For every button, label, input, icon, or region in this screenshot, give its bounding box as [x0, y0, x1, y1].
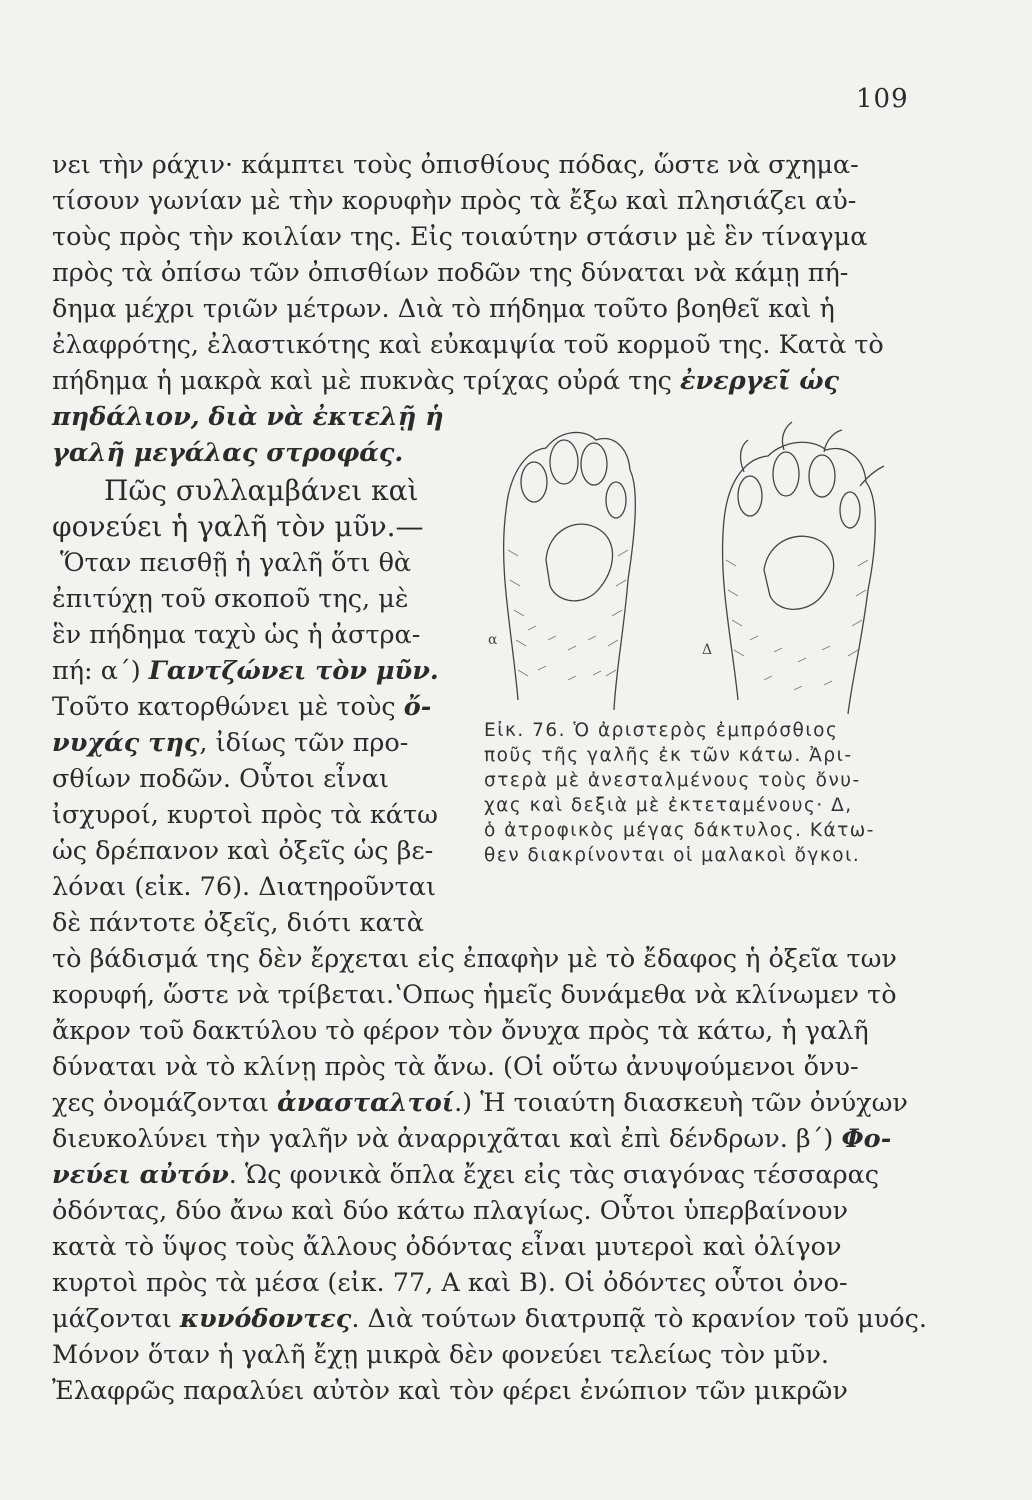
section-heading: φονεύει ἡ γαλῆ τὸν μῦν.— [52, 510, 424, 543]
text-line: ὡς δρέπανον καὶ ὀξεῖς ὡς βε- [52, 836, 434, 866]
text-line: δὲ πάντοτε ὀξεῖς, διότι κατὰ [52, 908, 425, 938]
emphasis-text: ὄ- [403, 692, 432, 722]
caption-line: στερὰ μὲ ἀνεσταλμένους τοὺς ὄνυ- [484, 770, 861, 791]
right-toe-pad [773, 452, 799, 496]
text-span: , ἰδίως τῶν προ- [199, 728, 409, 758]
right-toe-pad [840, 492, 860, 528]
right-toe-pad [738, 476, 762, 516]
text-line: ἐπιτύχῃ τοῦ σκοποῦ της, μὲ [52, 584, 409, 614]
left-toe-pad [550, 440, 578, 484]
text-line: νει τὴν ράχιν· κάμπτει τοὺς ὀπισθίους πόδας, ὥστε νὰ σχημα- [52, 150, 859, 180]
right-paw-outline [723, 442, 876, 714]
left-main-pad [546, 524, 613, 601]
caption-line: ὁ ἀτροφικὸς μέγας δάκτυλος. Κάτω- [484, 820, 875, 841]
text-line [52, 656, 439, 686]
text-line [52, 1160, 879, 1190]
caption-line: ποῦς τῆς γαλῆς ἐκ τῶν κάτω. Ἀρι- [484, 745, 853, 766]
text-line [52, 728, 408, 758]
figure-label-right: Δ [702, 642, 713, 658]
text-line: ἓν πήδημα ταχὺ ὡς ἡ ἀστρα- [52, 620, 421, 650]
left-toe-pad [606, 482, 626, 518]
text-line [52, 366, 839, 396]
left-paw-outline [504, 432, 636, 710]
text-span: .) Ἡ τοιαύτη διασκευὴ τῶν ὀνύχων [454, 1088, 908, 1118]
text-line [52, 1124, 891, 1154]
left-toe-pad [581, 443, 607, 485]
emphasis-text: νεύει αὐτόν [52, 1160, 229, 1190]
emphasis-line: γαλῆ μεγάλας στροφάς. [52, 438, 404, 468]
text-span: . Ὡς φονικὰ ὅπλα ἔχει εἰς τὰς σιαγόνας τέσσαρας [228, 1160, 880, 1190]
text-line [52, 1304, 927, 1334]
text-span: . Διὰ τούτων διατρυπᾷ τὸ κρανίον τοῦ μυός. [351, 1304, 928, 1334]
caption-line: Εἰκ. 76. Ὁ ἀριστερὸς ἐμπρόσθιος [484, 720, 839, 741]
text-line: ἄκρον τοῦ δακτύλου τὸ φέρον τὸν ὄνυχα πρὸς τὰ κάτω, ἡ γαλῆ [52, 1016, 869, 1046]
cat-paw-figure [488, 400, 928, 718]
text-line: ἰσχυροί, κυρτοὶ πρὸς τὰ κάτω [52, 800, 438, 830]
text-line: ὀδόντας, δύο ἄνω καὶ δύο κάτω πλαγίως. Οὗτοι ὑπερβαίνουν [52, 1196, 848, 1226]
text-line: πρὸς τὰ ὀπίσω τῶν ὀπισθίων ποδῶν της δύναται νὰ κάμῃ πή- [52, 258, 849, 288]
emphasis-line: πηδάλιον, διὰ νὰ ἐκτελῇ ἡ [52, 402, 444, 432]
page-number: 109 [856, 84, 909, 114]
text-line: τὸ βάδισμά της δὲν ἔρχεται εἰς ἐπαφὴν μὲ τὸ ἔδαφος ἡ ὀξεῖα των [52, 944, 897, 974]
text-line [52, 1088, 908, 1118]
text-line: Ἐλαφρῶς παραλύει αὐτὸν καὶ τὸν φέρει ἐνώπιον τῶν μικρῶν [52, 1376, 848, 1406]
text-line [52, 692, 431, 722]
figure-caption [484, 718, 929, 868]
text-line: λόναι (εἰκ. 76). Διατηροῦνται [52, 872, 436, 902]
caption-line: χας καὶ δεξιὰ μὲ ἐκτεταμένους· Δ, [484, 795, 853, 816]
section-heading: Πῶς συλλαμβάνει καὶ [104, 474, 419, 507]
emphasis-text: νυχάς της [52, 728, 200, 758]
text-span: πήδημα ἡ μακρὰ καὶ μὲ πυκνὰς τρίχας οὐρά της [52, 366, 681, 396]
text-line: τοὺς πρὸς τὴν κοιλίαν της. Εἰς τοιαύτην στάσιν μὲ ἓν τίναγμα [52, 222, 868, 252]
text-span: διευκολύνει τὴν γαλῆν νὰ ἀναρριχᾶται καὶ ἐπὶ δένδρων. β΄) [52, 1124, 842, 1154]
text-span: μάζονται [52, 1304, 180, 1334]
caption-line: θεν διακρίνονται οἱ μαλακοὶ ὄγκοι. [484, 845, 861, 866]
text-line: κορυφή, ὥστε νὰ τρίβεται.ʽΟπως ἡμεῖς δυνάμεθα νὰ κλίνωμεν τὸ [52, 980, 897, 1010]
text-line: δύναται νὰ τὸ κλίνῃ πρὸς τὰ ἄνω. (Οἱ οὕτω ἀνυψούμενοι ὄνυ- [52, 1052, 859, 1082]
text-line: τίσουν γωνίαν μὲ τὴν κορυφὴν πρὸς τὰ ἔξω καὶ πλησιάζει αὐ- [52, 186, 857, 216]
left-toe-pad [521, 462, 547, 502]
right-toe-pad [809, 455, 835, 497]
emphasis-text: κυνόδοντες [179, 1304, 352, 1334]
text-span: Τοῦτο κατορθώνει μὲ τοὺς [52, 692, 404, 722]
text-line: σθίων ποδῶν. Οὗτοι εἶναι [52, 764, 390, 794]
text-line: Μόνον ὅταν ἡ γαλῆ ἔχῃ μικρὰ δὲν φονεύει τελείως τὸν μῦν. [52, 1340, 829, 1370]
text-span: πή: α΄) [52, 656, 149, 686]
emphasis-text: Γαντζώνει τὸν μῦν. [148, 656, 439, 686]
paw-illustration [488, 400, 928, 718]
figure-label-left: α [488, 632, 498, 648]
text-line: Ὅταν πεισθῇ ἡ γαλῆ ὅτι θὰ [60, 548, 412, 578]
text-line: δημα μέχρι τριῶν μέτρων. Διὰ τὸ πήδημα τοῦτο βοηθεῖ καὶ ἡ [52, 294, 835, 324]
text-line: κυρτοὶ πρὸς τὰ μέσα (εἰκ. 77, Α καὶ Β). Οἱ ὀδόντες οὗτοι ὀνο- [52, 1268, 848, 1298]
text-line: κατὰ τὸ ὕψος τοὺς ἄλλους ὀδόντας εἶναι μυτεροὶ καὶ ὀλίγον [52, 1232, 842, 1262]
right-main-pad [764, 536, 834, 609]
emphasis-text: ἐνεργεῖ ὡς [680, 366, 840, 396]
text-span: χες ὀνομάζονται [52, 1088, 278, 1118]
emphasis-text: ἀνασταλτοί [277, 1088, 455, 1118]
emphasis-text: Φο- [841, 1124, 892, 1154]
text-line: ἐλαφρότης, ἐλαστικότης καὶ εὐκαμψία τοῦ κορμοῦ της. Κατὰ τὸ [52, 330, 884, 360]
